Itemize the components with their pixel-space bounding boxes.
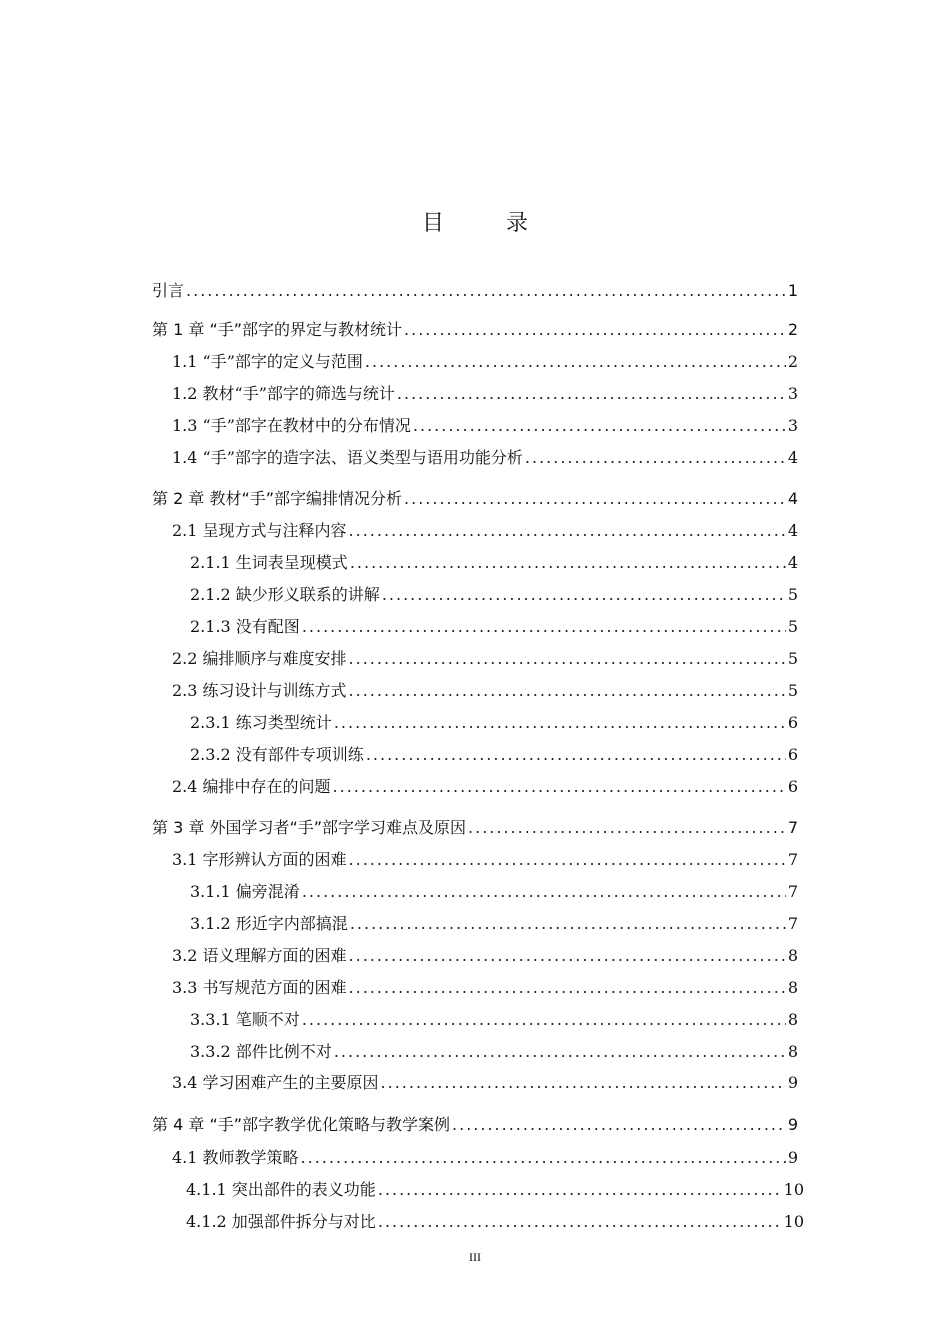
toc-entry-label: 2.3.2 没有部件专项训练 xyxy=(190,745,364,764)
toc-entry-page: 10 xyxy=(783,1180,804,1199)
dot-leader xyxy=(413,414,786,438)
toc-entry-label: 3.1.1 偏旁混淆 xyxy=(190,882,300,901)
dot-leader xyxy=(349,976,786,1000)
toc-entry[interactable] xyxy=(152,816,798,840)
toc-entry-page: 7 xyxy=(787,850,798,869)
toc-entry-page: 3 xyxy=(787,384,798,403)
dot-leader xyxy=(349,647,786,671)
toc-entry-label: 4.1 教师教学策略 xyxy=(172,1148,299,1167)
toc-entry-label: 引言 xyxy=(152,281,185,300)
toc-entry[interactable] xyxy=(152,279,798,303)
toc-entry[interactable] xyxy=(190,880,798,904)
toc-entry-page: 6 xyxy=(787,713,798,732)
toc-entry-page: 5 xyxy=(787,649,798,668)
toc-entry[interactable] xyxy=(172,647,798,671)
toc-entry-page: 9 xyxy=(787,1073,798,1092)
page-number: III xyxy=(469,1250,481,1264)
dot-leader xyxy=(333,775,786,799)
toc-entry-page: 7 xyxy=(787,818,798,837)
toc-entry[interactable] xyxy=(190,743,798,767)
toc-entry-label: 4.1.1 突出部件的表义功能 xyxy=(186,1180,376,1199)
toc-entry-label: 3.1.2 形近字内部搞混 xyxy=(190,914,348,933)
dot-leader xyxy=(404,318,786,342)
toc-entry-label: 2.1.3 没有配图 xyxy=(190,617,300,636)
toc-entry-label: 1.4 “手”部字的造字法、语义类型与语用功能分析 xyxy=(172,448,523,467)
dot-leader xyxy=(301,1146,786,1170)
dot-leader xyxy=(349,944,786,968)
toc-entry[interactable] xyxy=(172,1146,798,1170)
toc-entry[interactable] xyxy=(172,775,798,799)
toc-entry-label: 第 3 章 外国学习者“手”部字学习难点及原因 xyxy=(152,818,467,837)
toc-entry-label: 2.3.1 练习类型统计 xyxy=(190,713,332,732)
toc-entry-page: 4 xyxy=(787,448,798,467)
toc-entry[interactable] xyxy=(172,446,798,470)
toc-entry-page: 7 xyxy=(787,882,798,901)
toc-entry-label: 2.1.1 生词表呈现模式 xyxy=(190,553,348,572)
toc-entry[interactable] xyxy=(190,615,798,639)
dot-leader xyxy=(334,711,786,735)
toc-entry-page: 5 xyxy=(787,585,798,604)
dot-leader xyxy=(525,446,786,470)
toc-entry[interactable] xyxy=(172,519,798,543)
toc-entry-page: 5 xyxy=(787,617,798,636)
toc-entry[interactable] xyxy=(172,350,798,374)
toc-entry-page: 5 xyxy=(787,681,798,700)
toc-entry[interactable] xyxy=(190,1040,798,1064)
toc-entry[interactable] xyxy=(190,583,798,607)
toc-entry-page: 1 xyxy=(787,281,798,300)
toc-entry-page: 9 xyxy=(787,1115,798,1134)
dot-leader xyxy=(350,912,786,936)
toc-entry-page: 8 xyxy=(787,1042,798,1061)
dot-leader xyxy=(382,583,786,607)
toc-entry-page: 4 xyxy=(787,521,798,540)
toc-entry-label: 第 1 章 “手”部字的界定与教材统计 xyxy=(152,320,403,339)
dot-leader xyxy=(381,1071,786,1095)
toc-entry-page: 10 xyxy=(783,1212,804,1231)
dot-leader xyxy=(350,551,786,575)
toc-entry-label: 3.1 字形辨认方面的困难 xyxy=(172,850,347,869)
toc-entry-label: 3.2 语义理解方面的困难 xyxy=(172,946,347,965)
toc-entry-page: 8 xyxy=(787,1010,798,1029)
toc-entry-label: 2.4 编排中存在的问题 xyxy=(172,777,331,796)
toc-entry[interactable] xyxy=(186,1210,804,1234)
dot-leader xyxy=(186,279,786,303)
toc-entry[interactable] xyxy=(152,487,798,511)
toc-entry-page: 6 xyxy=(787,777,798,796)
toc-entry[interactable] xyxy=(172,679,798,703)
dot-leader xyxy=(349,519,786,543)
toc-entry[interactable] xyxy=(172,382,798,406)
toc-entry-label: 2.1.2 缺少形义联系的讲解 xyxy=(190,585,380,604)
toc-entry-page: 8 xyxy=(787,946,798,965)
dot-leader xyxy=(468,816,786,840)
toc-entry[interactable] xyxy=(172,414,798,438)
toc-entry-label: 3.3.1 笔顺不对 xyxy=(190,1010,300,1029)
dot-leader xyxy=(302,880,786,904)
toc-entry-page: 2 xyxy=(787,352,798,371)
toc-entry-label: 2.3 练习设计与训练方式 xyxy=(172,681,347,700)
toc-entry[interactable] xyxy=(152,1113,798,1137)
toc-entry-label: 2.2 编排顺序与难度安排 xyxy=(172,649,347,668)
toc-entry[interactable] xyxy=(186,1178,804,1202)
dot-leader xyxy=(378,1178,782,1202)
toc-entry[interactable] xyxy=(190,711,798,735)
toc-entry-label: 2.1 呈现方式与注释内容 xyxy=(172,521,347,540)
toc-entry-page: 9 xyxy=(787,1148,798,1167)
dot-leader xyxy=(302,615,786,639)
toc-entry-page: 8 xyxy=(787,978,798,997)
toc-entry-label: 3.3 书写规范方面的困难 xyxy=(172,978,347,997)
dot-leader xyxy=(334,1040,786,1064)
dot-leader xyxy=(404,487,786,511)
toc-entry-label: 第 2 章 教材“手”部字编排情况分析 xyxy=(152,489,403,508)
toc-entry-page: 6 xyxy=(787,745,798,764)
toc-entry[interactable] xyxy=(172,944,798,968)
dot-leader xyxy=(452,1113,786,1137)
dot-leader xyxy=(397,382,786,406)
toc-entry-page: 3 xyxy=(787,416,798,435)
toc-entry[interactable] xyxy=(190,551,798,575)
dot-leader xyxy=(365,350,786,374)
dot-leader xyxy=(349,679,786,703)
toc-title: 目 录 xyxy=(421,211,548,236)
toc-entry-label: 3.3.2 部件比例不对 xyxy=(190,1042,332,1061)
toc-entry[interactable] xyxy=(172,848,798,872)
toc-entry[interactable] xyxy=(152,318,798,342)
dot-leader xyxy=(302,1008,786,1032)
toc-entry-page: 4 xyxy=(787,489,798,508)
toc-entry-page: 2 xyxy=(787,320,798,339)
toc-entry-label: 第 4 章 “手”部字教学优化策略与教学案例 xyxy=(152,1115,451,1134)
toc-entry[interactable] xyxy=(190,912,798,936)
dot-leader xyxy=(366,743,786,767)
toc-entry[interactable] xyxy=(190,1008,798,1032)
toc-entry-label: 3.4 学习困难产生的主要原因 xyxy=(172,1073,379,1092)
toc-entry[interactable] xyxy=(172,976,798,1000)
dot-leader xyxy=(378,1210,782,1234)
toc-entry-page: 4 xyxy=(787,553,798,572)
toc-entry-label: 1.1 “手”部字的定义与范围 xyxy=(172,352,363,371)
toc-entry-page: 7 xyxy=(787,914,798,933)
dot-leader xyxy=(349,848,786,872)
toc-entry-label: 1.3 “手”部字在教材中的分布情况 xyxy=(172,416,411,435)
toc-entry-label: 1.2 教材“手”部字的筛选与统计 xyxy=(172,384,395,403)
toc-entry[interactable] xyxy=(172,1071,798,1095)
toc-entry-label: 4.1.2 加强部件拆分与对比 xyxy=(186,1212,376,1231)
